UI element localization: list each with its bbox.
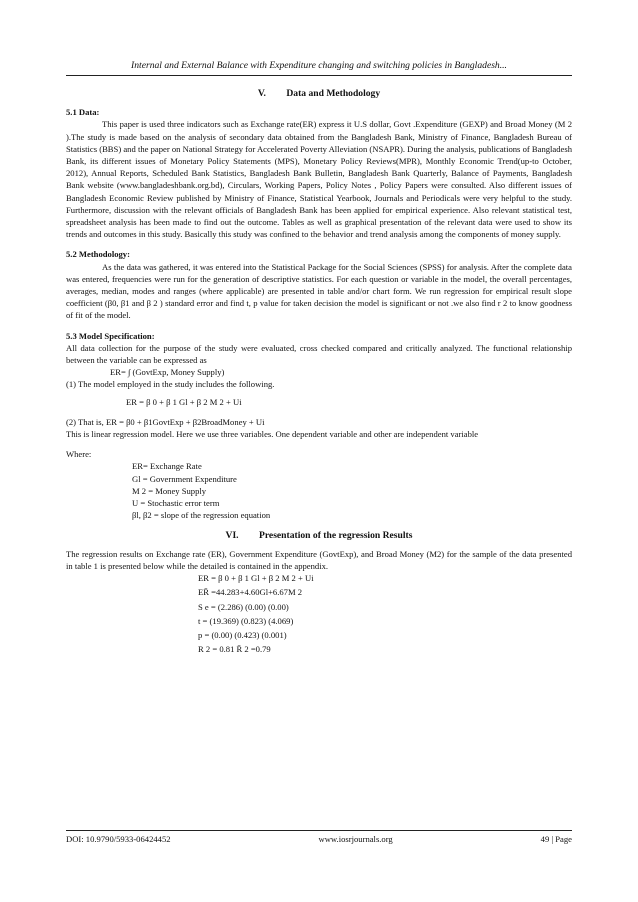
footer-rule [66, 830, 572, 831]
section-5-title [66, 88, 572, 100]
linear-model-note: This is linear regression model. Here we use three variables. One dependent variable and other are independent variable [66, 429, 479, 440]
section-6-intro: The regression results on Exchange rate (ER), Government Expenditure (GovtExp), and Broad Money (M2) for the sample of the data presented in table 1 is presented below while the detailed is contained in the appendix. [66, 548, 572, 571]
variable-definitions [66, 460, 572, 521]
section-5-heading: Data and Methodology [286, 88, 381, 99]
model-equation: ER = β 0 + β 1 Gl + β 2 M 2 + Ui [126, 396, 242, 407]
page-content [66, 88, 572, 657]
definition-item: ER= Exchange Rate [132, 461, 202, 472]
running-header: Internal and External Balance with Expenditure changing and switching policies in Bangladesh... [131, 60, 507, 71]
page-footer [66, 834, 572, 844]
result-line: p = (0.00) (0.423) (0.001) [198, 629, 287, 640]
result-line: t = (19.369) (0.823) (4.069) [198, 615, 294, 626]
definition-item: βl, β2 = slope of the regression equation [132, 510, 271, 521]
definition-item: Gl = Government Expenditure [132, 473, 237, 484]
subsection-5-1-text: This paper is used three indicators such as Exchange rate(ER) express it U.S dollar, Govt .Expenditure (GEXP) and Broad Money (M 2 ).The study is made based on the analysis of secondary data obtained from the Bangladesh Bank, Ministry of Finance, Bangladesh Bureau of Statistics (BBS) and the paper on National Strategy for Accelerated Poverty Alleviation (NSAPR). During the analysis, publications of Bangladesh Bank, its different issues of Monetary Policy Statements (MPS), Monetary Policy Reviews(MPR), Monthly Economic Trend(up-to October, 2012), Annual Reports, Scheduled Bank Statistics, Bangladesh Bank Bulletin, Bangladesh Bank Quarterly, Balance of Payments, Bangladesh Bank website (www.bangladeshbank.org.bd), Circulars, Working Papers, Policy Notes , Policy Papers were consulted. Also different issues of Bangladesh Economic Review published by Ministry of Finance, Statistical Yearbook, Journals and Periodicals were very helpful to the study. Furthermore, discussion with the relevant officials of Bangladesh Bank has been applied for empirical experience. Also relevant statistical test, spreadsheet analysis has been made to find out the outcome. Tables as well as graphical presentation of the relevant data were used to show its trends and outcomes in this study. Basically this study was confined to the behavior and trend analysis among the components of money supply. [66, 119, 572, 240]
definition-item: M 2 = Money Supply [132, 485, 207, 496]
header-rule [66, 75, 572, 76]
subsection-5-2-heading: 5.2 Methodology: [66, 249, 130, 260]
result-line: ER̄ =44.283+4.60Gl+6.67M 2 [198, 587, 303, 598]
subsection-5-2-text: As the data was gathered, it was entered into the Statistical Package for the Social Sciences (SPSS) for analysis. After the complete data was entered, frequencies were run for the generation of descriptive statistics. For each question or variable in the model, the overall percentages, averages, median, modes and ranges (where applicable) are presented in table and/or chart form. We run regression for empirical result slope coefficient (β0, β1 and β 2 ) standard error and find t, p value for taken decision the model is significant or not .we also find r 2 to know goodness of fit of the model. [66, 261, 572, 321]
subsection-5-3-text: All data collection for the purpose of the study were evaluated, cross checked compared and critically analyzed. The functional relationship between the variable can be expressed as [66, 342, 572, 366]
regression-results [66, 572, 572, 655]
subsection-5-1-heading: 5.1 Data: [66, 107, 100, 118]
section-6-heading: Presentation of the regression Results [258, 529, 413, 541]
subsection-5-3-heading: 5.3 Model Specification: [66, 330, 155, 341]
where-label: Where: [66, 449, 92, 460]
result-line: S e = (2.286) (0.00) (0.00) [198, 601, 289, 612]
result-line: ER = β 0 + β 1 Gl + β 2 M 2 + Ui [198, 573, 314, 584]
section-6-number: VI. [225, 529, 239, 541]
section-5-number: V. [257, 88, 266, 99]
footer-page-number: 49 | Page [540, 834, 572, 844]
model-equation-expanded: (2) That is, ER = β0 + β1GovtExp + β2BroadMoney + Ui [66, 416, 265, 427]
footer-website: www.iosrjournals.org [318, 834, 393, 844]
model-intro: (1) The model employed in the study includes the following. [66, 379, 275, 390]
section-6-title [66, 530, 572, 542]
footer-doi: DOI: 10.9790/5933-06424452 [66, 834, 171, 844]
functional-equation: ER= ∫ (GovtExp, Money Supply) [110, 367, 225, 378]
definition-item: U = Stochastic error term [132, 498, 220, 509]
result-line: R 2 = 0.81 R̄ 2 =0.79 [198, 644, 271, 655]
